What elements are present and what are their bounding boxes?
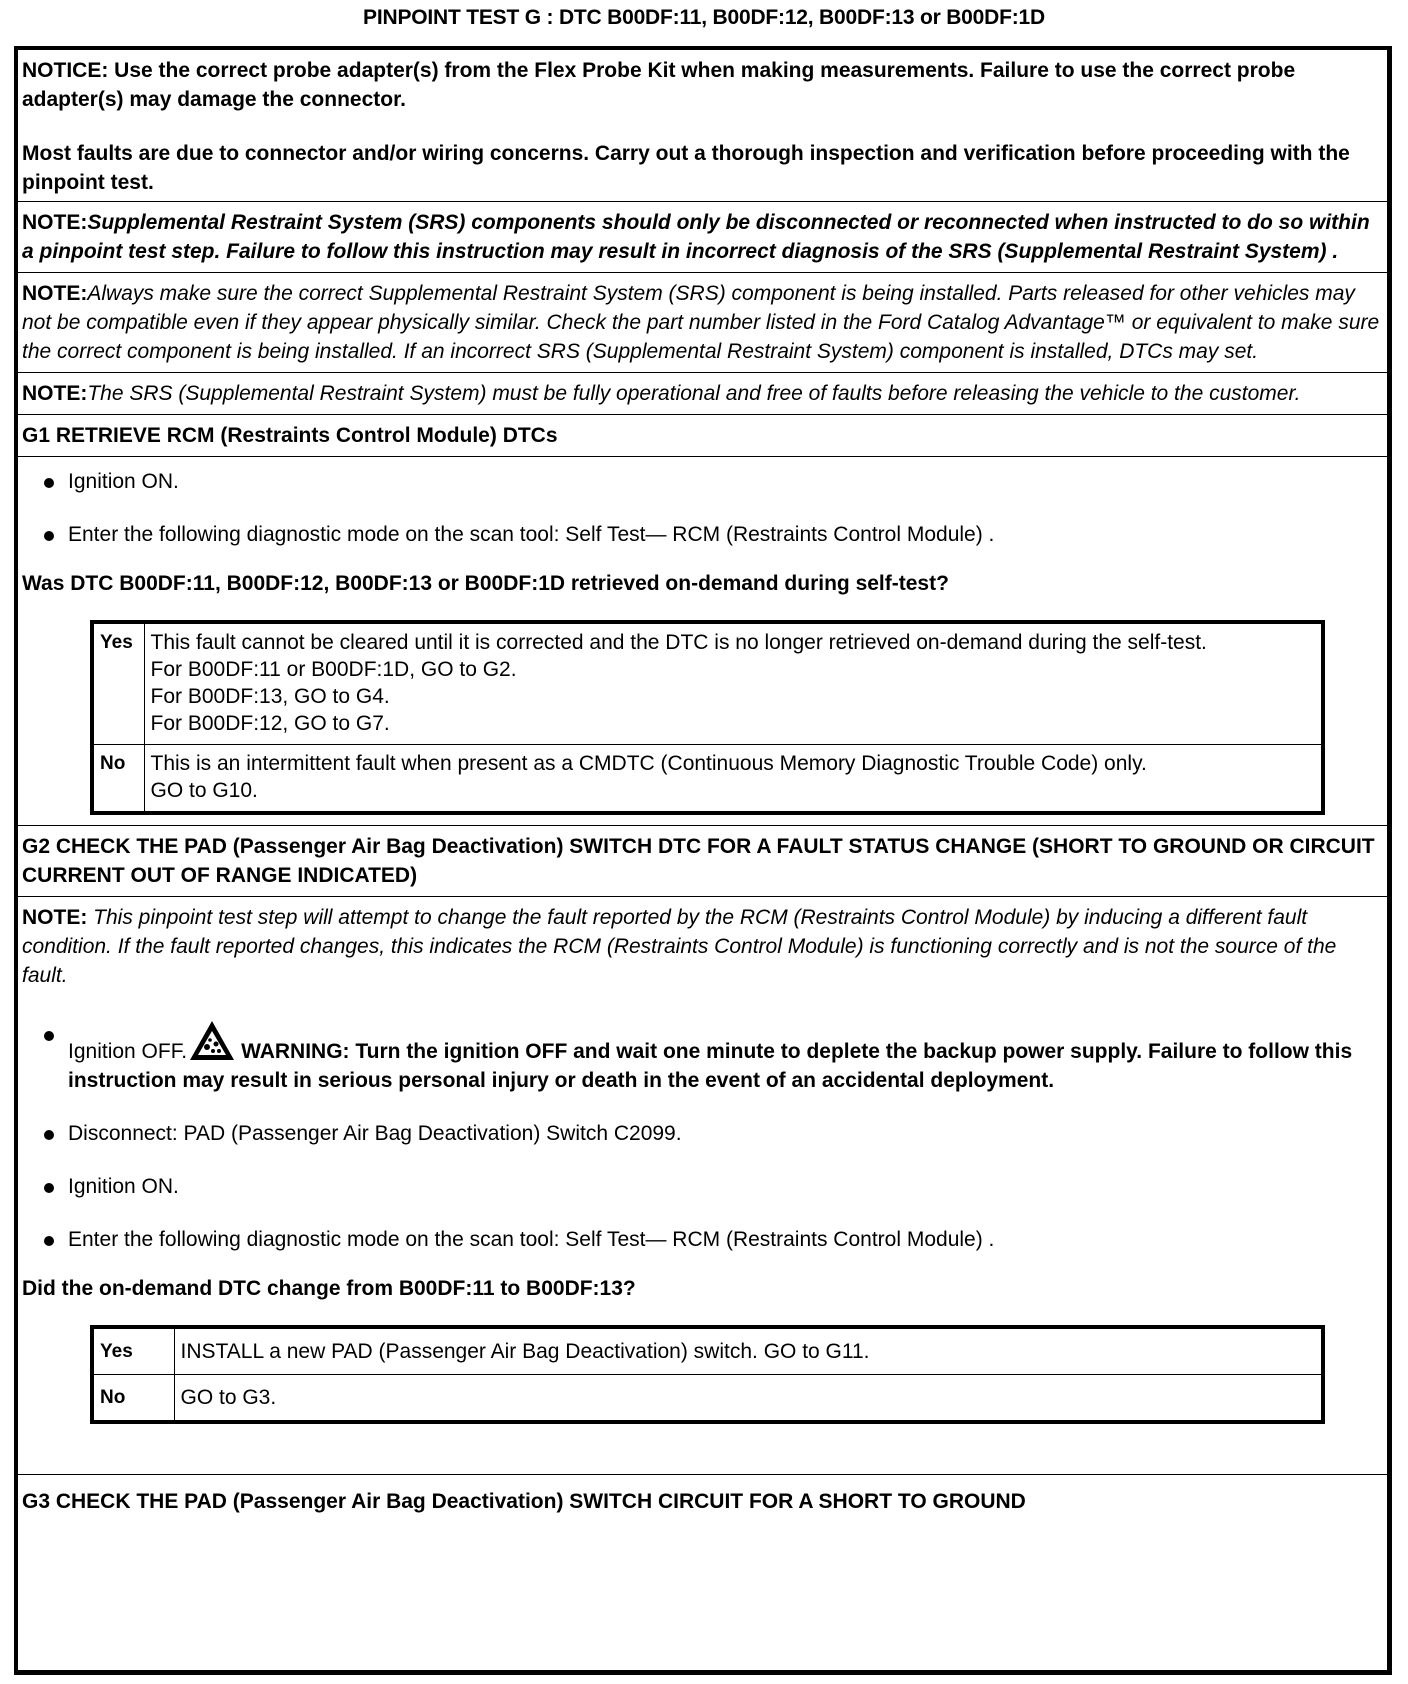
step-g1-question: Was DTC B00DF:11, B00DF:12, B00DF:13 or B00DF:1D retrieved on-demand during self-test? bbox=[22, 572, 949, 595]
action-item: Disconnect: PAD (Passenger Air Bag Deactivation) Switch C2099. bbox=[40, 1119, 1383, 1148]
step-g1-body bbox=[18, 457, 1387, 826]
goto-link-g4[interactable]: For B00DF:13, GO to G4. bbox=[150, 685, 390, 708]
pinpoint-test-box bbox=[14, 46, 1392, 1675]
answer-row-no bbox=[92, 1375, 1323, 1423]
note-correct-component bbox=[18, 273, 1387, 373]
note-label: NOTE: bbox=[22, 382, 88, 405]
action-text: Ignition OFF. bbox=[68, 1040, 188, 1063]
step-g1-answer-table bbox=[90, 620, 1325, 815]
action-item: Enter the following diagnostic mode on the scan tool: Self Test— RCM (Restraints Control Module) . bbox=[40, 520, 1383, 549]
note-label: NOTE: bbox=[22, 906, 88, 929]
step-g1-actions bbox=[22, 467, 1383, 549]
step-g2-heading: G2 CHECK THE PAD (Passenger Air Bag Deactivation) SWITCH DTC FOR A FAULT STATUS CHANGE (SHORT TO GROUND OR CIRCUIT CURRENT OUT OF RANGE INDICATED) bbox=[18, 826, 1387, 897]
action-item: Ignition ON. bbox=[40, 1172, 1383, 1201]
answer-line: This fault cannot be cleared until it is corrected and the DTC is no longer retrieved on-demand during the self-test. bbox=[150, 631, 1207, 654]
answer-label: Yes bbox=[92, 622, 144, 745]
answer-text bbox=[144, 745, 1323, 814]
step-g2-body bbox=[18, 897, 1387, 1475]
notice-paragraph-2: Most faults are due to connector and/or wiring concerns. Carry out a thorough inspection and verification before proceeding with the pinpoint test. bbox=[22, 142, 1350, 194]
answer-label: No bbox=[92, 1375, 174, 1423]
goto-link-g7[interactable]: For B00DF:12, GO to G7. bbox=[150, 712, 390, 735]
goto-link-g10[interactable]: GO to G10. bbox=[150, 779, 258, 802]
goto-link-g2[interactable]: For B00DF:11 or B00DF:1D, GO to G2. bbox=[150, 658, 517, 681]
answer-row-yes bbox=[92, 1327, 1323, 1375]
note-label: NOTE: bbox=[22, 282, 88, 305]
step-g2-answer-table bbox=[90, 1325, 1325, 1424]
goto-link-g11[interactable]: INSTALL a new PAD (Passenger Air Bag Deactivation) switch. GO to G11. bbox=[174, 1327, 1323, 1375]
notice-paragraph bbox=[22, 56, 1383, 114]
step-g3-heading: G3 CHECK THE PAD (Passenger Air Bag Deactivation) SWITCH CIRCUIT FOR A SHORT TO GROUND bbox=[22, 1490, 1026, 1513]
action-item: Enter the following diagnostic mode on the scan tool: Self Test— RCM (Restraints Control Module) . bbox=[40, 1225, 1383, 1254]
action-item: Ignition ON. bbox=[40, 467, 1383, 496]
note-text: Supplemental Restraint System (SRS) components should only be disconnected or reconnected when instructed to do so within a pinpoint test step. Failure to follow this instruction may result in incorrect diagnosis of the SRS (Supplemental Restraint System) . bbox=[22, 211, 1370, 263]
warning-triangle-icon bbox=[189, 1020, 235, 1062]
answer-row-yes bbox=[92, 622, 1323, 745]
page-title: PINPOINT TEST G : DTC B00DF:11, B00DF:12, B00DF:13 or B00DF:1D bbox=[363, 6, 1045, 29]
answer-text bbox=[144, 622, 1323, 745]
note-text: This pinpoint test step will attempt to change the fault reported by the RCM (Restraints Control Module) by inducing a different fault condition. If the fault reported changes, this indicates the RCM (Restraints Control Module) is functioning correctly and is not the source of the fault. bbox=[22, 906, 1337, 987]
note-fully-operational bbox=[18, 373, 1387, 415]
step-g1-heading: G1 RETRIEVE RCM (Restraints Control Module) DTCs bbox=[18, 415, 1387, 457]
notice-label: NOTICE: bbox=[22, 59, 109, 82]
answer-label: Yes bbox=[92, 1327, 174, 1375]
action-item-ignition-off bbox=[40, 1020, 1383, 1095]
note-srs-disconnect bbox=[18, 202, 1387, 273]
note-text: Always make sure the correct Supplemental Restraint System (SRS) component is being installed. Parts released for other vehicles may not be compatible even if they appear physically similar. Check the part number listed in the Ford Catalog Advantage™ or equivalent to make sure the correct component is being installed. If an incorrect SRS (Supplemental Restraint System) component is installed, DTCs may set. bbox=[22, 282, 1380, 363]
step-g2-question: Did the on-demand DTC change from B00DF:11 to B00DF:13? bbox=[22, 1277, 636, 1300]
answer-label: No bbox=[92, 745, 144, 814]
notice-text: Use the correct probe adapter(s) from the Flex Probe Kit when making measurements. Failure to use the correct probe adapter(s) may damage the connector. bbox=[22, 59, 1296, 111]
goto-link-g3[interactable]: GO to G3. bbox=[174, 1375, 1323, 1423]
warning-text: WARNING: Turn the ignition OFF and wait one minute to deplete the backup power supply. Failure to follow this instruction may result in serious personal injury or death in the event of an accidental deployment. bbox=[68, 1040, 1353, 1092]
step-g2-note bbox=[22, 903, 1383, 990]
answer-line: This is an intermittent fault when present as a CMDTC (Continuous Memory Diagnostic Trouble Code) only. bbox=[150, 752, 1147, 775]
note-text: The SRS (Supplemental Restraint System) must be fully operational and free of faults before releasing the vehicle to the customer. bbox=[87, 382, 1301, 405]
notice-section bbox=[18, 50, 1387, 202]
answer-row-no bbox=[92, 745, 1323, 814]
note-label: NOTE: bbox=[22, 211, 88, 234]
step-g2-actions bbox=[22, 1020, 1383, 1254]
